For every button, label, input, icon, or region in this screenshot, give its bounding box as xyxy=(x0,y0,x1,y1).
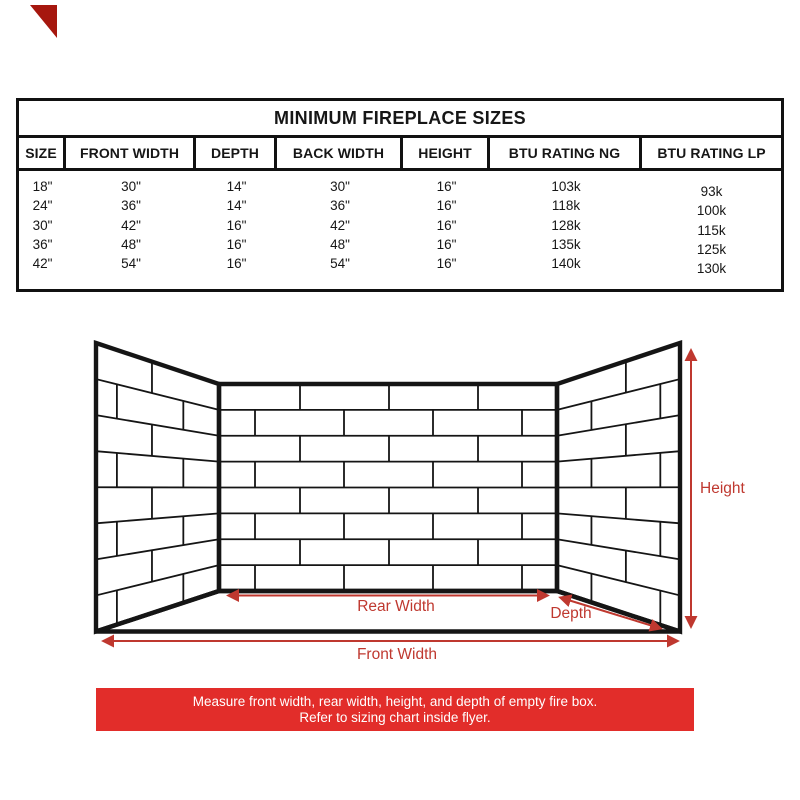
header-cell-height: HEIGHT xyxy=(403,138,490,168)
table-cell: 16" xyxy=(226,236,247,252)
table-cell: 54" xyxy=(330,256,350,272)
instruction-banner xyxy=(96,688,694,731)
table-cell: 36" xyxy=(330,198,350,214)
table-cell: 100k xyxy=(696,203,727,219)
table-cell: 18" xyxy=(32,179,53,194)
table-cell: 16" xyxy=(436,236,457,252)
table-cell: 16" xyxy=(436,179,457,194)
table-cell: 36" xyxy=(32,236,53,252)
table-cell: 16" xyxy=(436,198,457,214)
table-cell: 24" xyxy=(32,198,53,214)
table-cell: 93k xyxy=(700,184,723,199)
table-cell: 103k xyxy=(551,179,581,194)
header-cell-size: SIZE xyxy=(19,138,66,168)
header-cell-depth: DEPTH xyxy=(196,138,277,168)
banner-line-2: Refer to sizing chart inside flyer. xyxy=(299,709,491,725)
table-cell: 125k xyxy=(696,241,727,257)
table-cell: 30" xyxy=(330,179,350,194)
front-width-label: Front Width xyxy=(356,646,438,663)
header-cell-back-width: BACK WIDTH xyxy=(277,138,403,168)
table-cell: 54" xyxy=(121,256,141,272)
header-cell-btu-lp: BTU RATING LP xyxy=(657,145,766,161)
depth-label: Depth xyxy=(550,605,592,622)
table-cell: 36" xyxy=(121,198,141,214)
height-label: Height xyxy=(700,480,745,497)
table-title: MINIMUM FIREPLACE SIZES xyxy=(19,101,781,138)
rear-width-label: Rear Width xyxy=(357,598,435,615)
header-cell-btu-ng: BTU RATING NG xyxy=(490,138,642,168)
table-cell: 130k xyxy=(696,261,727,277)
table-cell: 128k xyxy=(551,217,581,233)
table-cell: 16" xyxy=(226,217,247,233)
table-cell: 140k xyxy=(551,256,581,272)
table-cell: 30" xyxy=(32,217,53,233)
table-cell: 16" xyxy=(436,217,457,233)
banner-line-1: Measure front width, rear width, height, and depth of empty fire box. xyxy=(192,694,598,709)
header-cell-front-width: FRONT WIDTH xyxy=(66,138,196,168)
table-cell: 42" xyxy=(32,256,53,272)
table-cell: 135k xyxy=(551,236,581,252)
table-cell: 48" xyxy=(121,236,141,252)
table-cell: 115k xyxy=(697,222,726,238)
table-cell: 14" xyxy=(226,179,247,194)
table-cell: 42" xyxy=(121,217,141,233)
table-cell: 16" xyxy=(436,256,457,272)
table-cell: 42" xyxy=(330,217,350,233)
table-cell: 16" xyxy=(226,256,247,272)
table-cell: 48" xyxy=(330,236,350,252)
table-cell: 14" xyxy=(226,198,247,214)
table-cell: 118k xyxy=(551,198,581,214)
table-cell: 30" xyxy=(121,179,141,194)
